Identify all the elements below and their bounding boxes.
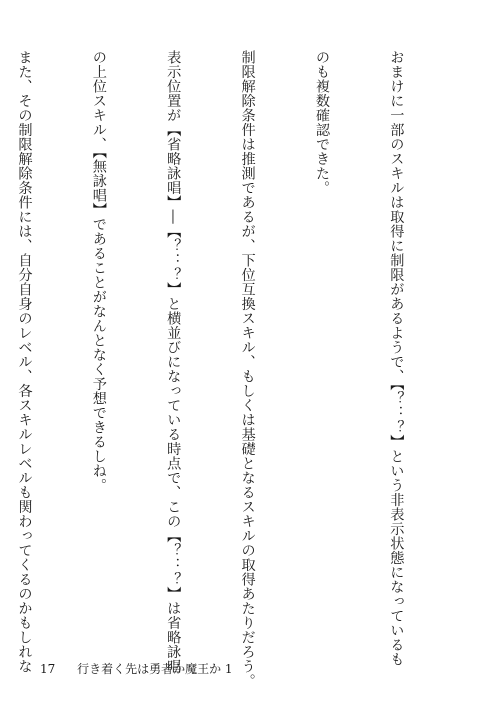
page-number: 17 [40,662,56,676]
text-line: のも複数確認できた。 [314,50,331,195]
text-line: おまけに一部のスキルは取得に制限があるようで、【？：？】という非表示状態になっているも [388,50,405,667]
book-title: 行き着く先は勇者か魔王か 1 [77,662,233,676]
text-line: また、その制限解除条件には、自分自身のレベル、各スキルレベルも関わってくるのかもしれな [16,50,33,674]
text-line: の上位スキル、【無詠唱】であることがなんとなく予想できるしね。 [90,50,107,493]
text-line: 表示位置が【省略詠唱】―【？：？】と横並びになっている時点で、この【？：？】は省略詠唱 [165,50,182,674]
text-line: 制限解除条件は推測であるが、下位互換スキル、もしくは基礎となるスキルの取得あたりだろう。 [239,50,256,688]
page-footer [40,660,233,677]
